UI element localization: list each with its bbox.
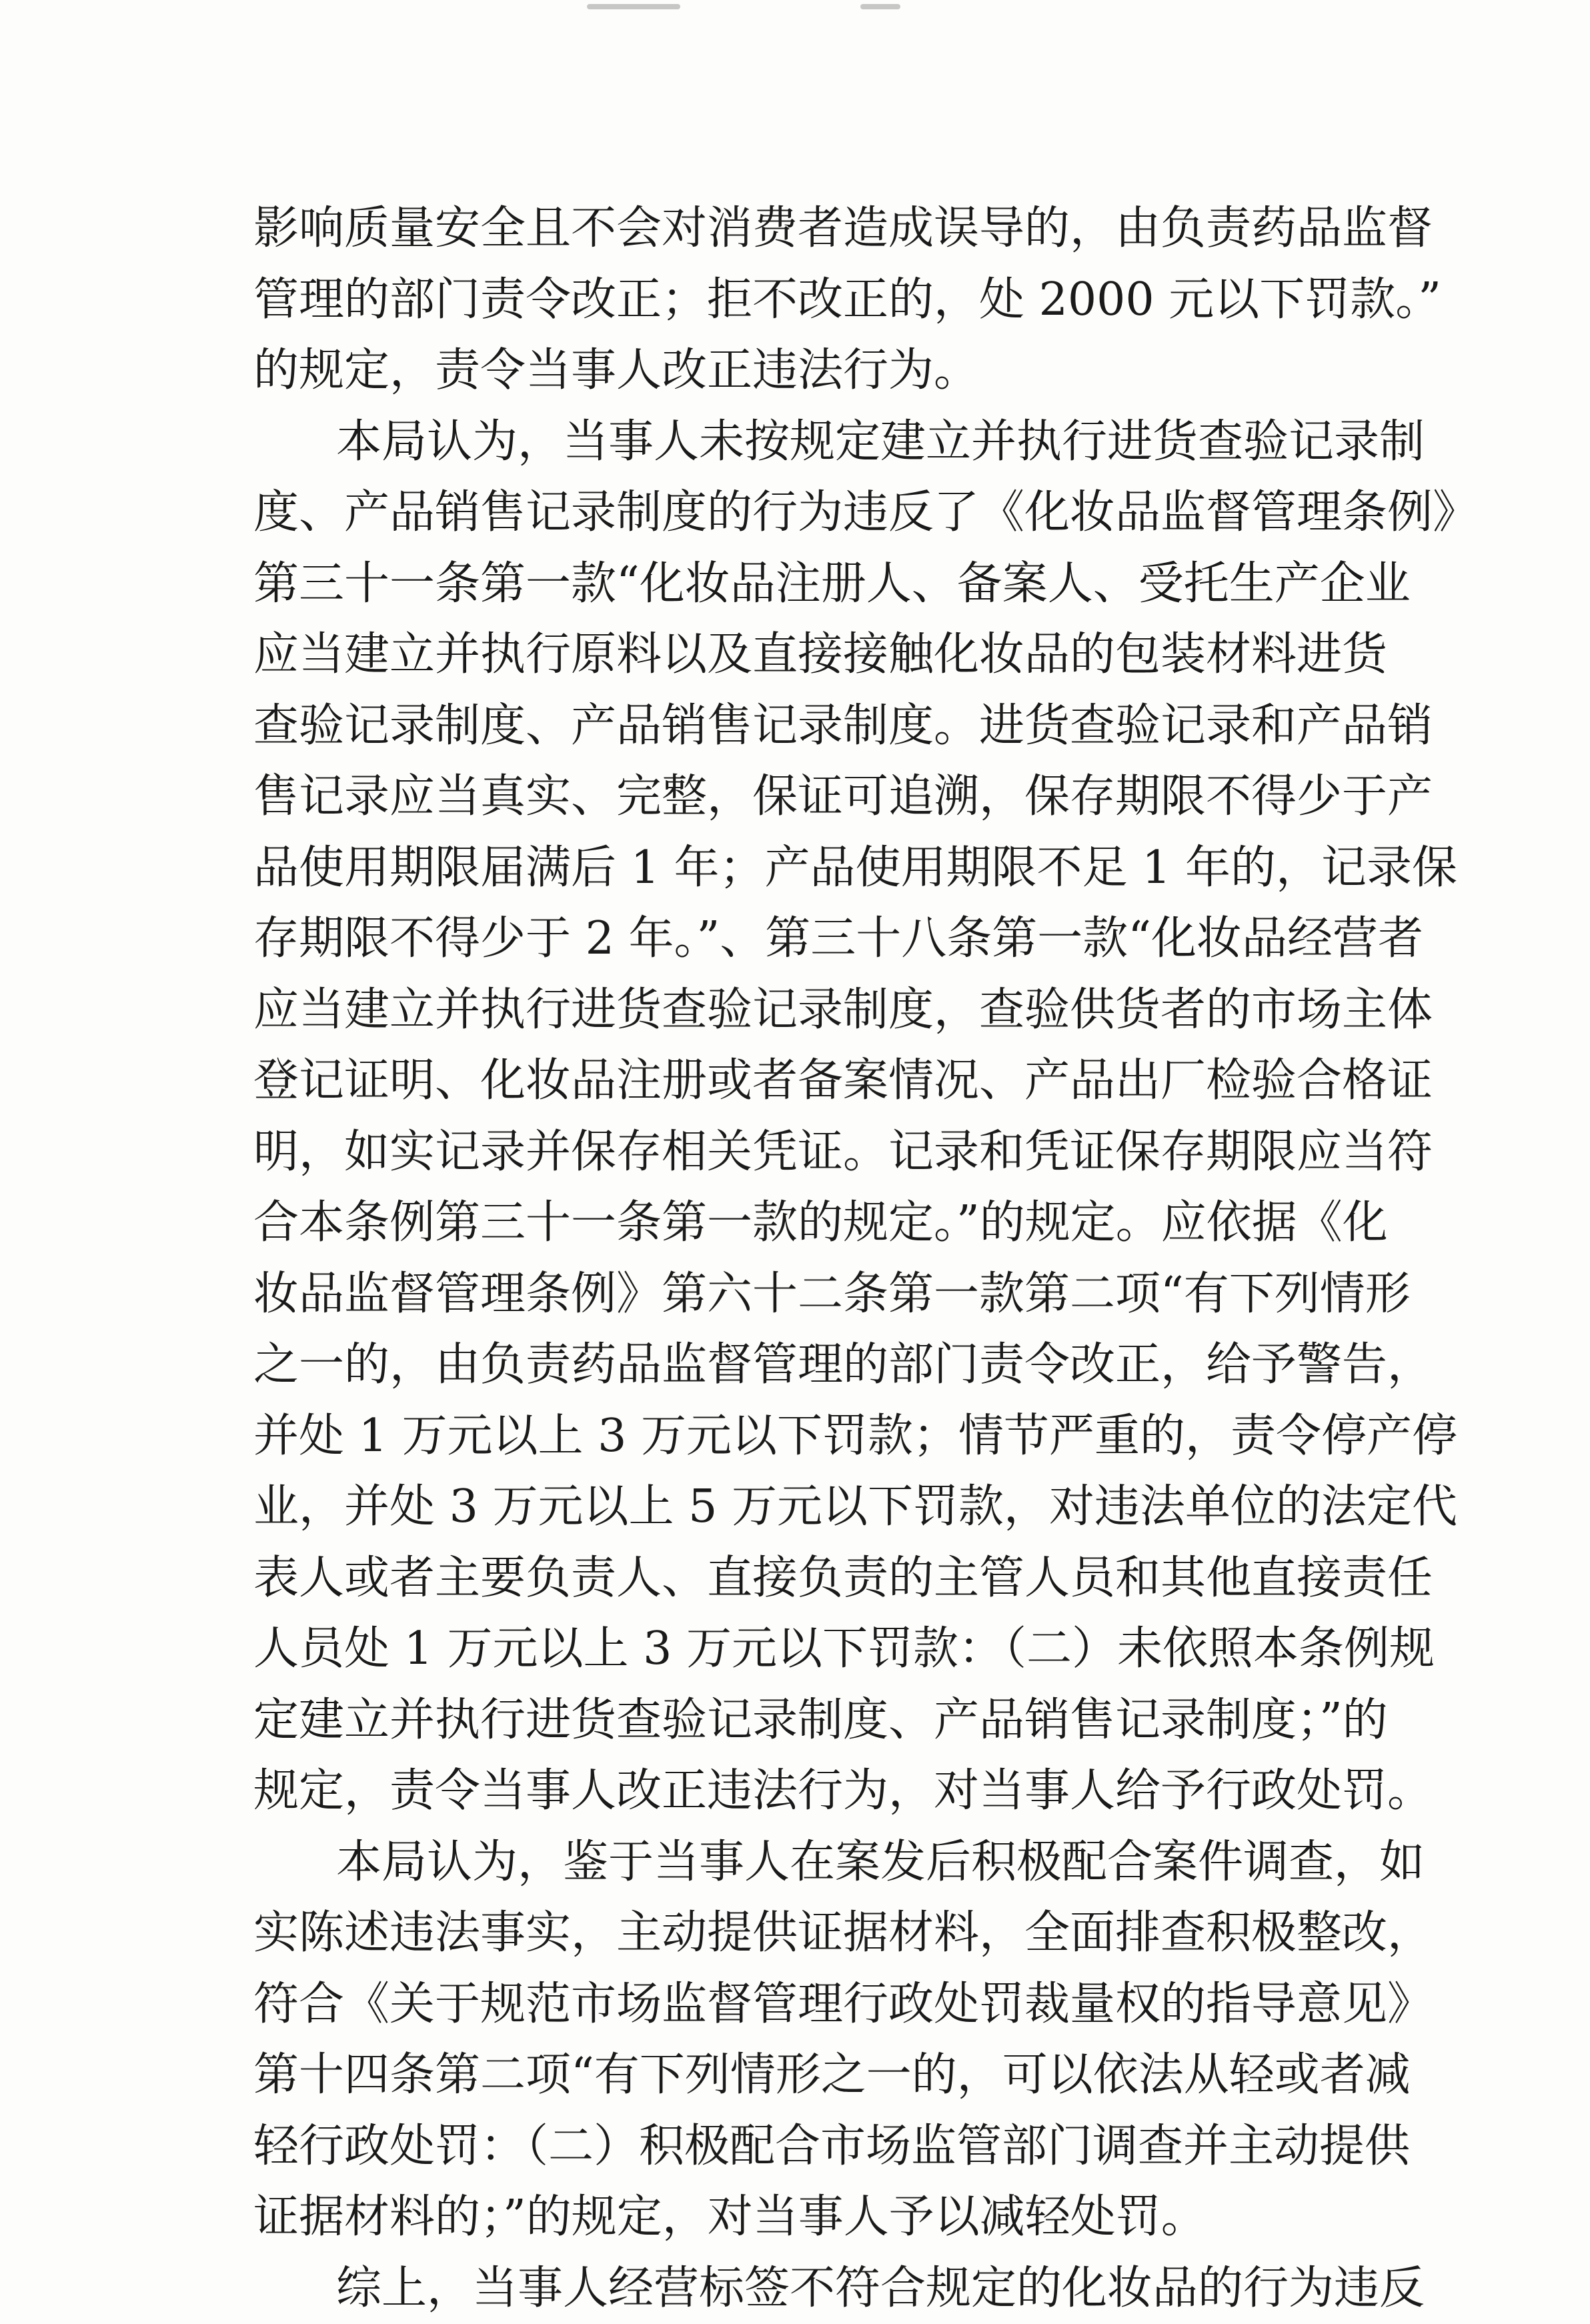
text-line: 实陈述违法事实，主动提供证据材料，全面排查积极整改，: [253, 1898, 1347, 1969]
text-line: 应当建立并执行原料以及直接接触化妆品的包装材料进货: [253, 620, 1347, 691]
paragraph-start-line: 综上，当事人经营标签不符合规定的化妆品的行为违反: [253, 2253, 1347, 2324]
text-line: 登记证明、化妆品注册或者备案情况、产品出厂检验合格证: [253, 1046, 1347, 1117]
text-line: 明，如实记录并保存相关凭证。记录和凭证保存期限应当符: [253, 1117, 1347, 1188]
text-line: 规定，责令当事人改正违法行为，对当事人给予行政处罚。: [253, 1756, 1347, 1827]
text-line: 应当建立并执行进货查验记录制度，查验供货者的市场主体: [253, 975, 1347, 1046]
text-line: 第三十一条第一款“化妆品注册人、备案人、受托生产企业: [253, 549, 1347, 620]
text-line: 品使用期限届满后 1 年；产品使用期限不足 1 年的，记录保: [253, 833, 1347, 904]
document-body: [253, 193, 1347, 2324]
text-line: 存期限不得少于 2 年。”、第三十八条第一款“化妆品经营者: [253, 904, 1347, 975]
text-line: 妆品监督管理条例》第六十二条第一款第二项“有下列情形: [253, 1259, 1347, 1330]
text-line: 轻行政处罚：（二）积极配合市场监管部门调查并主动提供: [253, 2111, 1347, 2183]
text-line: 定建立并执行进货查验记录制度、产品销售记录制度；”的: [253, 1685, 1347, 1757]
text-line: 查验记录制度、产品销售记录制度。进货查验记录和产品销: [253, 691, 1347, 762]
text-line: 第十四条第二项“有下列情形之一的，可以依法从轻或者减: [253, 2040, 1347, 2111]
text-line: 符合《关于规范市场监督管理行政处罚裁量权的指导意见》: [253, 1969, 1347, 2041]
scan-mark: [860, 4, 900, 9]
text-line: 管理的部门责令改正；拒不改正的，处 2000 元以下罚款。”: [253, 265, 1347, 336]
text-line: 人员处 1 万元以上 3 万元以下罚款：（二）未依照本条例规: [253, 1614, 1347, 1685]
paragraph-start-line: 本局认为，鉴于当事人在案发后积极配合案件调查，如: [253, 1827, 1347, 1899]
text-line: 表人或者主要负责人、直接负责的主管人员和其他直接责任: [253, 1543, 1347, 1614]
paragraph-start-line: 本局认为，当事人未按规定建立并执行进货查验记录制: [253, 407, 1347, 478]
text-line: 影响质量安全且不会对消费者造成误导的，由负责药品监督: [253, 193, 1347, 265]
text-line: 证据材料的；”的规定，对当事人予以减轻处罚。: [253, 2182, 1347, 2253]
text-line: 的规定，责令当事人改正违法行为。: [253, 335, 1347, 407]
text-line: 合本条例第三十一条第一款的规定。”的规定。应依据《化: [253, 1188, 1347, 1259]
scan-mark: [587, 4, 680, 9]
text-line: 并处 1 万元以上 3 万元以下罚款；情节严重的，责令停产停: [253, 1401, 1347, 1472]
text-line: 售记录应当真实、完整，保证可追溯，保存期限不得少于产: [253, 762, 1347, 833]
text-line: 度、产品销售记录制度的行为违反了《化妆品监督管理条例》: [253, 477, 1347, 549]
text-line: 之一的，由负责药品监督管理的部门责令改正，给予警告，: [253, 1330, 1347, 1401]
text-line: 业，并处 3 万元以上 5 万元以下罚款，对违法单位的法定代: [253, 1472, 1347, 1543]
